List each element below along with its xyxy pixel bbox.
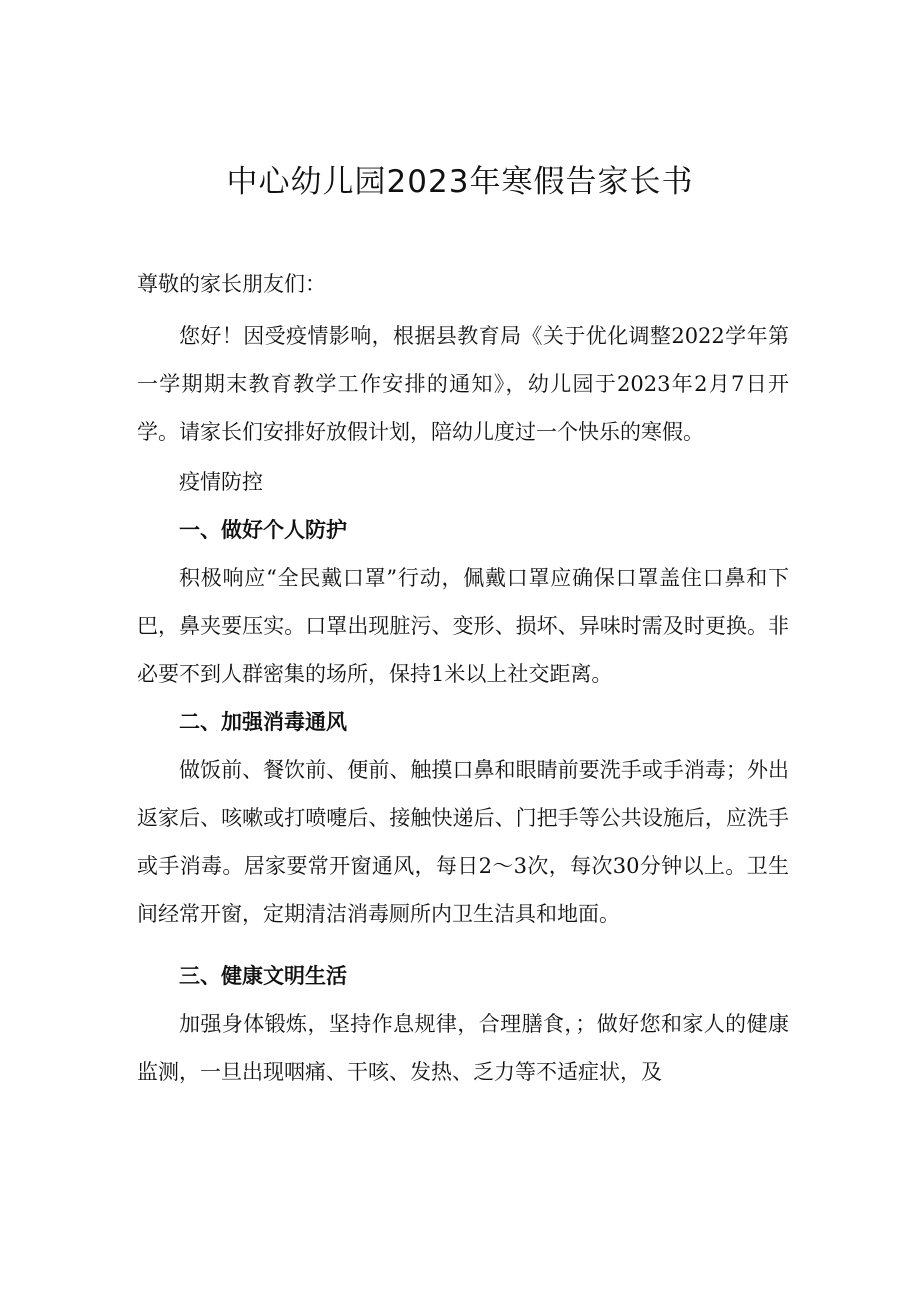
section-body-3: 加强身体锻炼，坚持作息规律，合理膳食，；做好您和家人的健康监测，一旦出现咽痛、干咳、发热、乏力等不适症状，及 (137, 1012, 789, 1084)
section-body-2: 做饭前、餐饮前、便前、触摸口鼻和眼睛前要洗手或手消毒；外出返家后、咳嗽或打喷嚏后、接触快递后、门把手等公共设施后，应洗手或手消毒。居家要常开窗通风，每日2～3次，每次30分钟以上。卫生间经常开窗，定期清洁消毒厕所内卫生洁具和地面。 (137, 758, 789, 926)
section-label: 疫情防控 (179, 470, 263, 494)
section-heading-2: 二、加强消毒通风 (179, 710, 347, 734)
intro-paragraph: 您好！因受疫情影响，根据县教育局《关于优化调整2022学年第一学期期末教育教学工作安排的通知》，幼儿园于2023年2月7日开学。请家长们安排好放假计划，陪幼儿度过一个快乐的寒假。 (137, 324, 789, 444)
document-title: 中心幼儿园2023年寒假告家长书 (226, 164, 694, 200)
document-body (137, 260, 789, 1096)
section-body-1: 积极响应“全民戴口罩”行动，佩戴口罩应确保口罩盖住口鼻和下巴，鼻夹要压实。口罩出现脏污、变形、损坏、异味时需及时更换。非必要不到人群密集的场所，保持1米以上社交距离。 (137, 566, 789, 686)
section-heading-3: 三、健康文明生活 (179, 964, 347, 988)
section-heading-1: 一、做好个人防护 (179, 518, 347, 542)
greeting: 尊敬的家长朋友们： (137, 272, 326, 296)
